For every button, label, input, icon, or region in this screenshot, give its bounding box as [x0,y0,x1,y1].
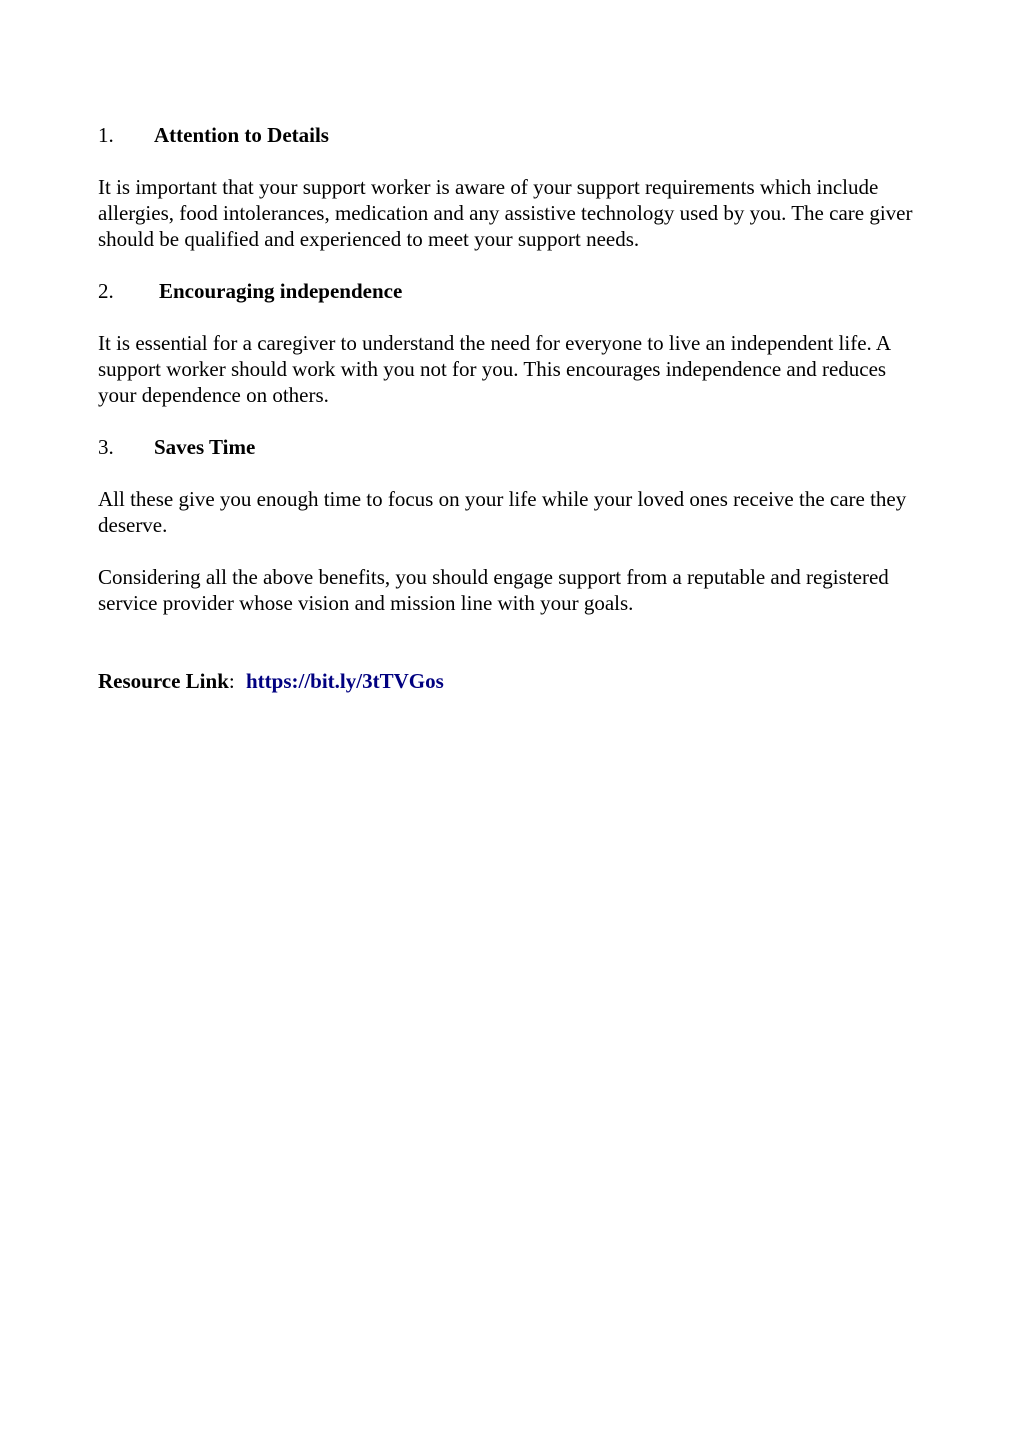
section-3-number: 3. [98,435,114,459]
section-1-heading [98,122,928,148]
section-1-title: Attention to Details [154,123,329,147]
document-content [98,122,928,694]
blank-line [98,642,928,668]
section-2-body: It is essential for a caregiver to understand the need for everyone to live an independent life. A support worker should work with you not for you. This encourages independence and reduces your dependence on others. [98,331,890,407]
section-1-number: 1. [98,123,114,147]
resource-separator: : [228,669,235,693]
section-3-title: Saves Time [154,435,256,459]
resource-link[interactable]: https://bit.ly/3tTVGos [245,669,444,693]
conclusion-paragraph: Considering all the above benefits, you should engage support from a reputable and registered service provider whose vision and mission line with your goals. [98,565,889,615]
resource-label: Resource Link [98,669,229,693]
section-1-body: It is important that your support worker is aware of your support requirements which include allergies, food intolerances, medication and any assistive technology used by you. The care giver should be qualified and experienced to meet your support needs. [98,175,913,251]
section-3-heading [98,434,928,460]
section-3-body: All these give you enough time to focus on your life while your loved ones receive the care they deserve. [98,487,907,537]
section-2-number: 2. [98,279,114,303]
resource-line [98,668,928,694]
section-2-title: Encouraging independence [159,279,403,303]
section-2-heading [98,278,928,304]
